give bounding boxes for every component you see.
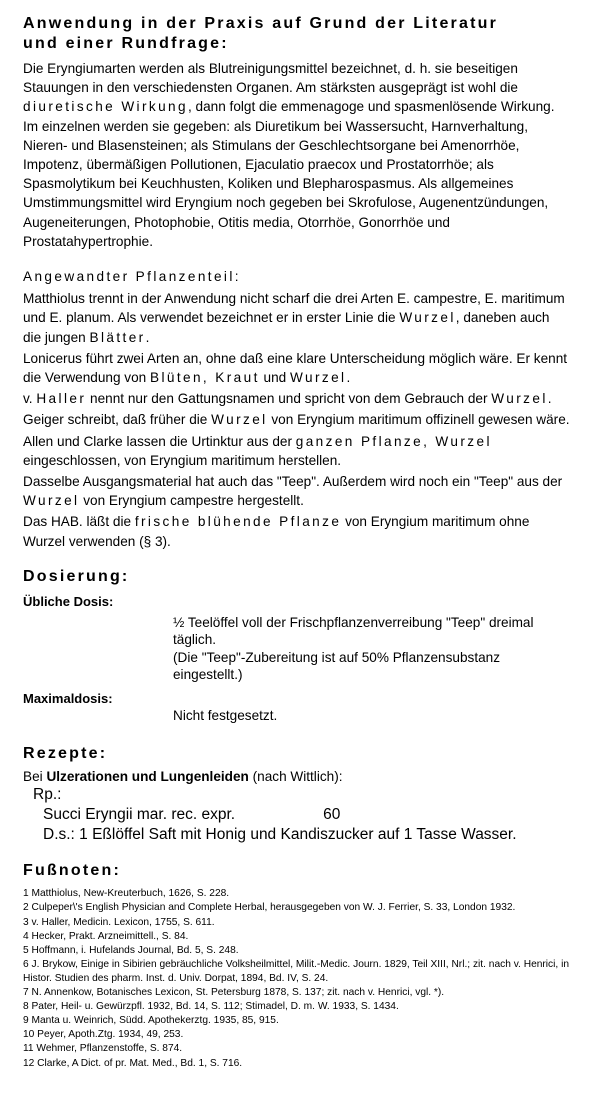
section-heading-recipes: Rezepte:	[23, 745, 108, 763]
section-footnotes	[23, 861, 571, 1070]
paragraph-haller	[23, 389, 571, 408]
usual-dose-text: ½ Teelöffel voll der Frischpflanzenverreibung "Teep" dreimal täglich.	[173, 614, 534, 648]
paragraph-allen-clarke	[23, 432, 571, 470]
max-dose-text: Nicht festgesetzt.	[173, 707, 278, 723]
footnote-item: 5 Hoffmann, i. Hufelands Journal, Bd. 5, S. 248.	[23, 944, 239, 956]
section-dosage	[23, 567, 571, 725]
text-run: .	[547, 391, 552, 407]
recipe-instructions: D.s.: 1 Eßlöffel Saft mit Honig und Kandiszucker auf 1 Tasse Wasser.	[43, 826, 517, 844]
emphasis-spaced: Wurzel	[491, 391, 548, 407]
paragraph-geiger	[23, 410, 571, 429]
text-run: Bei	[23, 769, 47, 785]
section-heading-application	[23, 14, 571, 54]
footnote-item: 9 Manta u. Weinrich, Südd. Apothekerztg. 1935, 85, 915.	[23, 1015, 279, 1027]
heading-line-1: Anwendung in der Praxis auf Grund der Literatur	[23, 15, 499, 32]
recipe-indication	[23, 768, 571, 785]
text-run: .	[145, 329, 150, 345]
subheading-plant-part: Angewandter Pflanzenteil:	[23, 269, 241, 285]
emphasis-spaced: Haller	[36, 391, 87, 407]
text-run: .	[346, 370, 351, 386]
footnote-item: 12 Clarke, A Dict. of pr. Mat. Med., Bd. 1, S. 716.	[23, 1057, 243, 1069]
footnote-item: 11 Wehmer, Pflanzenstoffe, S. 874.	[23, 1043, 183, 1055]
text-run: , daneben auch die jungen	[23, 310, 550, 345]
text-run: von Eryngium campestre hergestellt.	[79, 493, 304, 509]
emphasis-spaced: Blätter	[89, 329, 146, 345]
emphasis-spaced: frische blühende Pflanze	[134, 514, 342, 530]
footnote-item: 1 Matthiolus, New-Kreuterbuch, 1626, S. 228.	[23, 888, 230, 900]
emphasis-spaced: ganzen Pflanze, Wurzel	[295, 433, 492, 449]
emphasis-spaced: diuretische Wirkung	[23, 99, 188, 115]
footnote-list	[23, 887, 571, 1070]
section-recipes	[23, 744, 571, 845]
text-run: Das HAB. läßt die	[23, 514, 135, 530]
text-run: v.	[23, 391, 37, 407]
footnote-item: 7 N. Annenkow, Botanisches Lexicon, St. Petersburg 1878, S. 137; zit. nach v. Henrici, vgl. *).	[23, 987, 445, 999]
text-run: und	[259, 370, 291, 386]
indication-bold: Ulzerationen und Lungenleiden	[46, 769, 249, 785]
footnote-item: 2 Culpeper\'s English Physician and Complete Herbal, herausgegeben von W. J. Ferrier, S. 33, London 1932.	[23, 902, 516, 914]
recipe-rp: Rp.:	[33, 786, 62, 804]
footnote-item: 10 Peyer, Apoth.Ztg. 1934, 49, 253.	[23, 1029, 184, 1041]
footnote-item: 6 J. Brykow, Einige in Sibirien gebräuchliche Volksheilmittel, Milit.-Medic. Journ. 1829, Teil XIII, Nrl.; zit. nach v. Henrici, in Histor. Studien des pharm. Inst. d. Univ. Dorpat, 1894, Bd. IV, S. 24.	[23, 958, 570, 984]
text-run: Allen und Clarke lassen die Urtinktur aus der	[23, 433, 296, 449]
heading-line-2: und einer Rundfrage:	[23, 35, 229, 52]
document-page	[23, 14, 571, 1071]
text-run: (nach Wittlich):	[248, 769, 343, 785]
text-run: Geiger schreibt, daß früher die	[23, 412, 212, 428]
text-run: Lonicerus führt zwei Arten an, ohne daß eine klare Unterscheidung möglich wäre. Er kennt die Verwendung von	[23, 350, 568, 386]
emphasis-spaced: Blüten, Kraut	[149, 370, 260, 386]
paragraph-teep	[23, 472, 571, 510]
paragraph-lonicerus	[23, 349, 571, 387]
usual-dose-note: (Die "Teep"-Zubereitung ist auf 50% Pflanzensubstanz eingestellt.)	[173, 649, 501, 683]
text-run: eingeschlossen, von Eryngium maritimum herstellen.	[23, 452, 342, 468]
text-run: von Eryngium maritimum ohne Wurzel verwenden (§ 3).	[23, 514, 530, 549]
section-heading-footnotes: Fußnoten:	[23, 862, 121, 880]
section-heading-dosage: Dosierung:	[23, 567, 130, 585]
emphasis-spaced: Wurzel	[290, 370, 347, 386]
footnote-item: 4 Hecker, Prakt. Arzneimittell., S. 84.	[23, 930, 189, 942]
emphasis-spaced: Wurzel	[23, 493, 80, 509]
text-run: von Eryngium maritimum offizinell gewesen wäre.	[267, 412, 570, 428]
application-paragraph	[23, 59, 571, 251]
text-run: Dasselbe Ausgangsmaterial hat auch das "Teep". Außerdem wird noch ein "Teep" aus der	[23, 474, 563, 490]
usual-dose-label: Übliche Dosis:	[23, 593, 114, 609]
emphasis-spaced: Wurzel	[399, 310, 456, 326]
section-plant-part	[23, 267, 571, 551]
section-application	[23, 14, 571, 251]
text-run: Die Eryngiumarten werden als Blutreinigungsmittel bezeichnet, d. h. sie beseitigen Stauungen in den verschiedensten Organen. Am stärksten ausgeprägt ist wohl die	[23, 61, 518, 96]
text-run: Matthiolus trennt in der Anwendung nicht scharf die drei Arten E. campestre, E. maritimum und E. planum. Als verwendet bezeichnet er in erster Linie die	[23, 291, 565, 326]
recipe-item-amount: 60	[323, 806, 341, 824]
text-run: nennt nur den Gattungsnamen und spricht von dem Gebrauch der	[86, 391, 492, 407]
text-run: , dann folgt die emmenagoge und spasmenlösende Wirkung. Im einzelnen werden sie gegeben: als Diuretikum bei Wassersucht, Harnverhaltung, Nieren- und Blasensteinen; als Stimulans der Geschlechtsorgane bei Amenorrhöe, Impotenz, übermäßigen Pollutionen, Ejaculatio praecox und Prostatorrhöe; als Spasmolytikum bei Keuchhusten, Koliken und Blepharospasmus. Als allgemeines Umstimmungsmittel wird Eryngium noch gegeben bei Skrofulose, Augenentzündungen, Augeneiterungen, Photophobie, Otitis media, Otorrhöe, Gonorrhöe und Prostatahypertrophie.	[23, 99, 555, 249]
footnote-item: 8 Pater, Heil- u. Gewürzpfl. 1932, Bd. 14, S. 112; Stimadel, D. m. W. 1933, S. 1434.	[23, 1001, 399, 1013]
paragraph-matthiolus	[23, 289, 571, 347]
paragraph-hab	[23, 512, 571, 550]
recipe-item-name: Succi Eryngii mar. rec. expr.	[43, 806, 236, 824]
max-dose-label: Maximaldosis:	[23, 690, 113, 706]
emphasis-spaced: Wurzel	[211, 412, 268, 428]
recipe-item	[43, 805, 571, 825]
footnote-item: 3 v. Haller, Medicin. Lexicon, 1755, S. 611.	[23, 916, 215, 928]
